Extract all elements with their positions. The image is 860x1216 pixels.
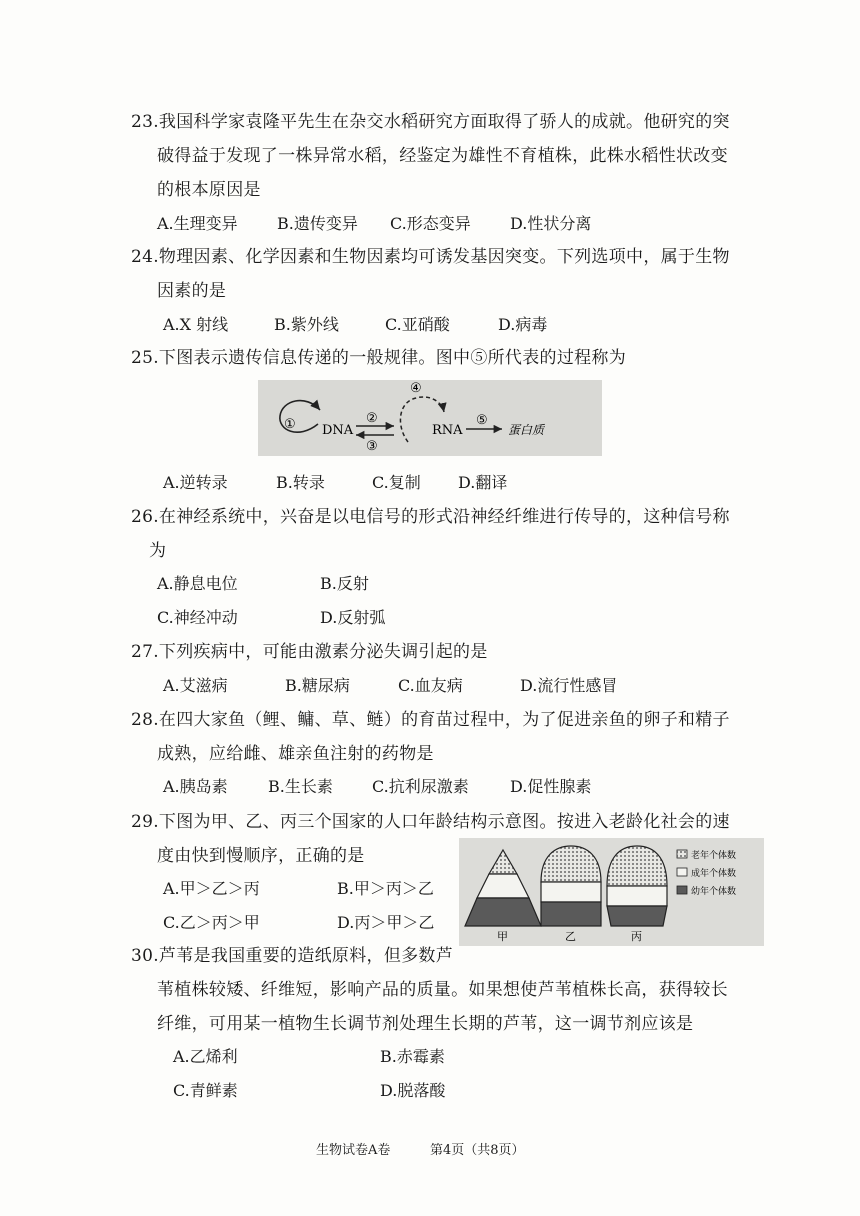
question-29-stem-line-2: 度由快到慢顺序，正确的是 — [157, 846, 365, 866]
legend-elderly: 老年个体数 — [691, 851, 737, 861]
question-23-option-a: A.生理变异 — [157, 214, 238, 233]
question-29-option-a: A.甲＞乙＞丙 — [163, 879, 260, 898]
question-26-option-b: B.反射 — [320, 574, 369, 593]
question-25-option-b: B.转录 — [276, 473, 325, 492]
question-29-stem-line-1: 29.下图为甲、乙、丙三个国家的人口年龄结构示意图。按进入老龄化社会的速 — [131, 812, 730, 832]
central-dogma-diagram — [258, 380, 602, 456]
question-25-option-d: D.翻译 — [458, 473, 508, 492]
population-urn-bing — [607, 846, 667, 926]
question-23-stem-line-2: 破得益于发现了一株异常水稻，经鉴定为雄性不育植株，此株水稻性状改变 — [157, 146, 728, 166]
question-30-stem-line-1: 30.芦苇是我国重要的造纸原料，但多数芦 — [131, 946, 454, 966]
question-29-option-c: C.乙＞丙＞甲 — [163, 913, 260, 932]
legend-swatch-elderly — [677, 850, 687, 858]
question-30-stem-line-2: 苇植株较矮、纤维短，影响产品的质量。如果想使芦苇植株长高，获得较长 — [157, 980, 728, 1000]
question-26-stem-line-2: 为 — [149, 541, 167, 561]
label-1: ① — [284, 417, 296, 432]
question-23-option-d: D.性状分离 — [510, 214, 592, 233]
question-23-stem-line-3: 的根本原因是 — [157, 180, 261, 200]
population-pyramid-jia — [465, 850, 541, 926]
question-28-option-a: A.胰岛素 — [163, 777, 228, 796]
question-28-option-d: D.促性腺素 — [510, 777, 592, 796]
question-23-option-c: C.形态变异 — [390, 214, 471, 233]
question-28-stem-line-1: 28.在四大家鱼（鲤、鳙、草、鲢）的育苗过程中，为了促进亲鱼的卵子和精子 — [131, 710, 730, 730]
question-25-stem: 25.下图表示遗传信息传递的一般规律。图中⑤所代表的过程称为 — [131, 348, 627, 368]
legend-juvenile: 幼年个体数 — [691, 887, 737, 897]
protein-label: 蛋白质 — [508, 423, 545, 437]
legend-swatch-adult — [677, 868, 687, 876]
question-25-option-c: C.复制 — [372, 473, 421, 492]
question-24-option-a: A.X 射线 — [163, 315, 229, 334]
footer-paper-title: 生物试卷A卷 — [316, 1143, 391, 1158]
legend-adult: 成年个体数 — [691, 869, 737, 879]
legend-swatch-juvenile — [677, 886, 687, 894]
question-28-option-c: C.抗利尿激素 — [372, 777, 469, 796]
question-30-option-b: B.赤霉素 — [380, 1047, 445, 1066]
rna-label: RNA — [432, 423, 463, 438]
question-25-option-a: A.逆转录 — [163, 473, 228, 492]
label-2: ② — [366, 411, 378, 426]
label-3: ③ — [366, 439, 378, 454]
question-26-option-a: A.静息电位 — [157, 574, 238, 593]
question-27-option-c: C.血友病 — [398, 676, 463, 695]
population-bell-yi — [541, 846, 601, 926]
question-29-option-d: D.丙＞甲＞乙 — [337, 913, 435, 932]
question-30-stem-line-3: 纤维，可用某一植物生长调节剂处理生长期的芦苇，这一调节剂应该是 — [157, 1014, 694, 1034]
question-23-option-b: B.遗传变异 — [277, 214, 358, 233]
question-27-stem: 27.下列疾病中，可能由激素分泌失调引起的是 — [131, 642, 488, 662]
question-24-option-d: D.病毒 — [498, 315, 548, 334]
question-27-option-d: D.流行性感冒 — [520, 676, 618, 695]
label-5: ⑤ — [476, 413, 488, 428]
question-24-stem-line-2: 因素的是 — [157, 281, 227, 301]
legend — [677, 849, 736, 897]
footer-page-number: 第4页（共8页） — [430, 1143, 525, 1158]
question-27-option-b: B.糖尿病 — [285, 676, 350, 695]
country-label-bing: 丙 — [631, 930, 642, 943]
age-structure-figure — [459, 838, 764, 946]
question-26-option-d: D.反射弧 — [320, 608, 386, 627]
country-label-yi: 乙 — [565, 930, 576, 943]
question-24-option-b: B.紫外线 — [274, 315, 339, 334]
question-29-option-b: B.甲＞丙＞乙 — [337, 879, 434, 898]
question-30-option-d: D.脱落酸 — [380, 1081, 446, 1100]
question-24-option-c: C.亚硝酸 — [385, 315, 450, 334]
question-26-stem-line-1: 26.在神经系统中，兴奋是以电信号的形式沿神经纤维进行传导的，这种信号称 — [131, 507, 730, 527]
question-30-option-c: C.青鲜素 — [173, 1081, 238, 1100]
question-28-stem-line-2: 成熟，应给雌、雄亲鱼注射的药物是 — [157, 744, 434, 764]
central-dogma-figure — [258, 380, 602, 456]
label-4: ④ — [410, 381, 422, 396]
question-27-option-a: A.艾滋病 — [163, 676, 228, 695]
age-structure-diagram — [459, 838, 764, 946]
question-23-stem-line-1: 23.我国科学家袁隆平先生在杂交水稻研究方面取得了骄人的成就。他研究的突 — [131, 112, 730, 132]
question-30-option-a: A.乙烯利 — [173, 1047, 238, 1066]
country-label-jia: 甲 — [497, 930, 508, 943]
question-28-option-b: B.生长素 — [268, 777, 333, 796]
question-26-option-c: C.神经冲动 — [157, 608, 238, 627]
question-24-stem-line-1: 24.物理因素、化学因素和生物因素均可诱发基因突变。下列选项中，属于生物 — [131, 247, 730, 267]
dna-label: DNA — [322, 423, 354, 438]
